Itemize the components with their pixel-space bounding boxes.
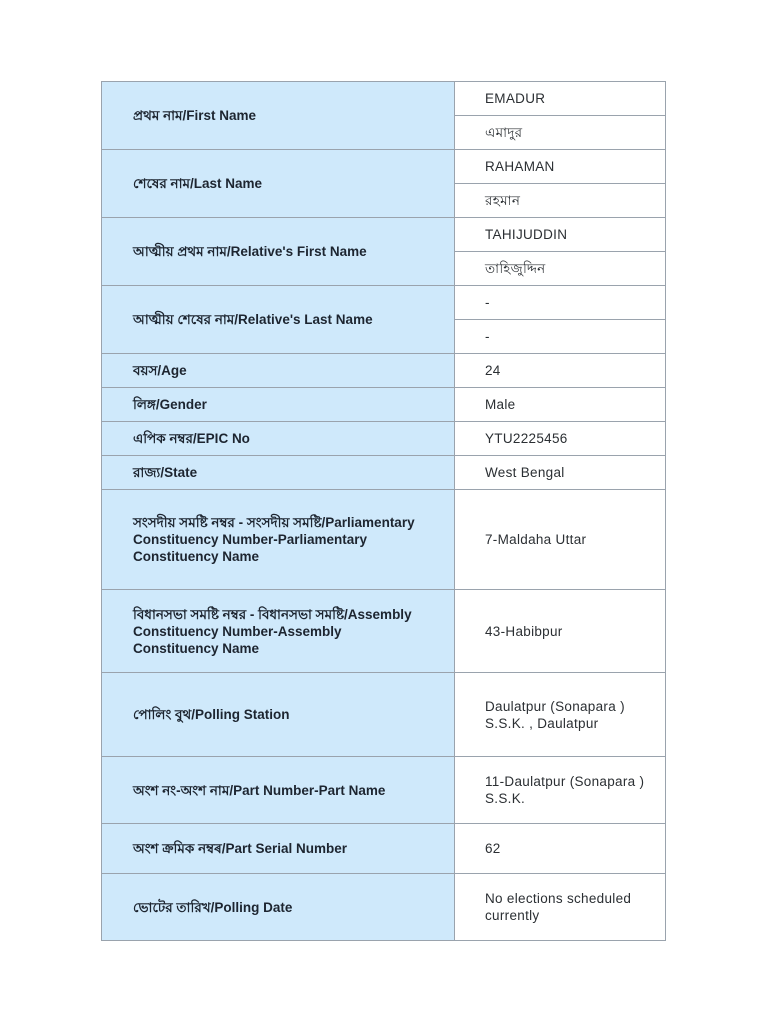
table-row-age bbox=[102, 354, 666, 388]
table-row-gender bbox=[102, 388, 666, 422]
last-name-local: রহমান bbox=[455, 184, 666, 218]
table-row-epic-no bbox=[102, 422, 666, 456]
table-row-polling-date bbox=[102, 874, 666, 941]
epic-no-value: YTU2225456 bbox=[455, 422, 666, 456]
polling-date-value: No elections scheduled currently bbox=[455, 874, 666, 941]
age-value: 24 bbox=[455, 354, 666, 388]
part-number-value: 11-Daulatpur (Sonapara ) S.S.K. bbox=[455, 757, 666, 824]
state-value: West Bengal bbox=[455, 456, 666, 490]
epic-no-label: এপিক নম্বর/EPIC No bbox=[102, 422, 455, 456]
state-label: রাজ্য/State bbox=[102, 456, 455, 490]
relative-first-name-english: TAHIJUDDIN bbox=[455, 218, 666, 252]
part-serial-number-label: অংশ ক্রমিক নম্বৰ/Part Serial Number bbox=[102, 824, 455, 874]
first-name-local: এমাদুর bbox=[455, 116, 666, 150]
assembly-constituency-value: 43-Habibpur bbox=[455, 590, 666, 673]
voter-details-table bbox=[101, 81, 666, 941]
table-row-polling-station bbox=[102, 673, 666, 757]
table-row-assembly-constituency bbox=[102, 590, 666, 673]
table-row-last-name bbox=[102, 150, 666, 184]
relative-last-name-label: আত্মীয় শেষের নাম/Relative's Last Name bbox=[102, 286, 455, 354]
last-name-label: শেষের নাম/Last Name bbox=[102, 150, 455, 218]
parliamentary-constituency-label: সংসদীয় সমষ্টি নম্বর - সংসদীয় সমষ্টি/Parliamentary Constituency Number-Parliamentary Constituency Name bbox=[102, 490, 455, 590]
last-name-english: RAHAMAN bbox=[455, 150, 666, 184]
gender-value: Male bbox=[455, 388, 666, 422]
relative-first-name-local: তাহিজুদ্দিন bbox=[455, 252, 666, 286]
polling-date-label: ভোটের তারিখ/Polling Date bbox=[102, 874, 455, 941]
table-row-parliamentary-constituency bbox=[102, 490, 666, 590]
relative-last-name-english: - bbox=[455, 286, 666, 320]
polling-station-label: পোলিং বুথ/Polling Station bbox=[102, 673, 455, 757]
table-row-relative-first-name bbox=[102, 218, 666, 252]
part-number-label: অংশ নং-অংশ নাম/Part Number-Part Name bbox=[102, 757, 455, 824]
relative-last-name-local: - bbox=[455, 320, 666, 354]
table-row-part-number bbox=[102, 757, 666, 824]
parliamentary-constituency-value: 7-Maldaha Uttar bbox=[455, 490, 666, 590]
table-row-relative-last-name bbox=[102, 286, 666, 320]
polling-station-value: Daulatpur (Sonapara ) S.S.K. , Daulatpur bbox=[455, 673, 666, 757]
assembly-constituency-label: বিধানসভা সমষ্টি নম্বর - বিধানসভা সমষ্টি/Assembly Constituency Number-Assembly Constituency Name bbox=[102, 590, 455, 673]
gender-label: লিঙ্গ/Gender bbox=[102, 388, 455, 422]
first-name-label: প্রথম নাম/First Name bbox=[102, 82, 455, 150]
relative-first-name-label: আত্মীয় প্রথম নাম/Relative's First Name bbox=[102, 218, 455, 286]
table-row-part-serial-number bbox=[102, 824, 666, 874]
first-name-english: EMADUR bbox=[455, 82, 666, 116]
age-label: বয়স/Age bbox=[102, 354, 455, 388]
table-row-first-name bbox=[102, 82, 666, 116]
table-row-state bbox=[102, 456, 666, 490]
part-serial-number-value: 62 bbox=[455, 824, 666, 874]
